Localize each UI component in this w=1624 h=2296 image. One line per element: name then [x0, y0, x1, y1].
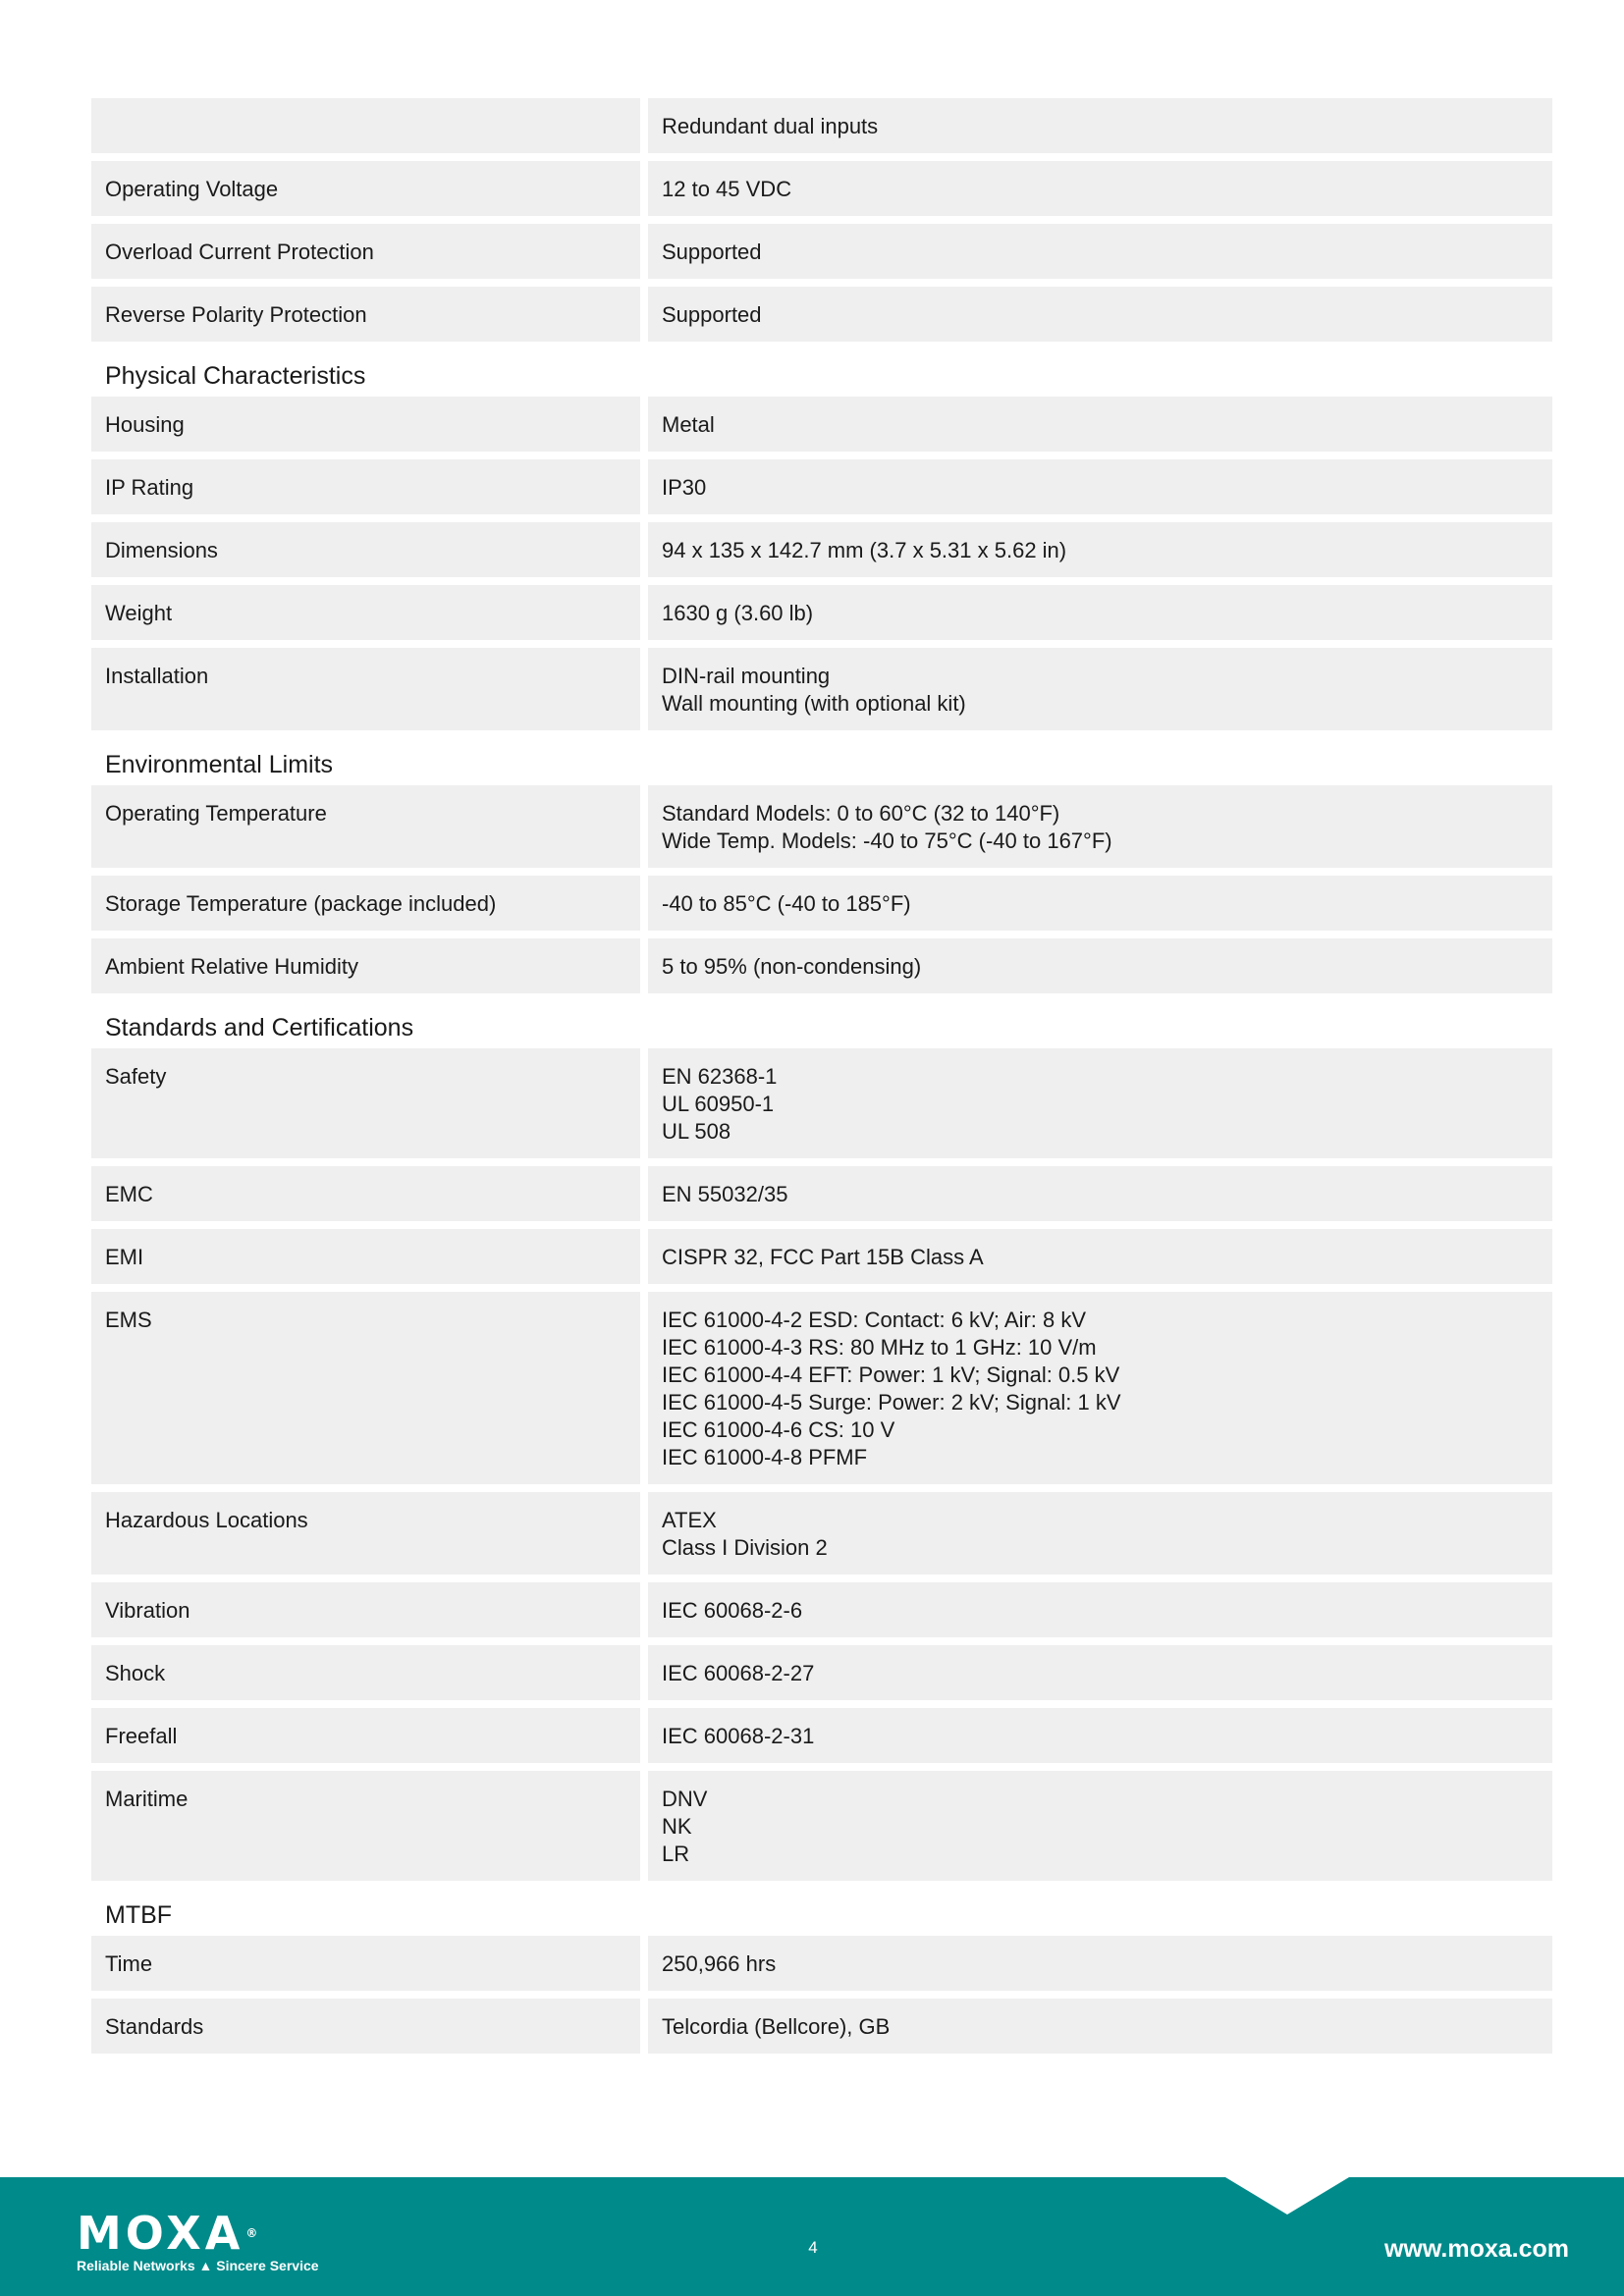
- spec-tables: [91, 98, 1552, 2061]
- spec-value-line: Telcordia (Bellcore), GB: [662, 2014, 891, 2039]
- spec-value-line: NK: [662, 1814, 692, 1839]
- spec-label: Maritime: [91, 1771, 640, 1881]
- spec-value-line: LR: [662, 1842, 690, 1866]
- spec-label: EMS: [91, 1292, 640, 1484]
- spec-row: [91, 98, 1552, 153]
- spec-row: [91, 648, 1552, 730]
- spec-value-line: IEC 61000-4-8 PFMF: [662, 1445, 868, 1469]
- spec-value: [648, 459, 1552, 514]
- spec-value-line: UL 508: [662, 1119, 731, 1144]
- spec-value-line: IEC 61000-4-4 EFT: Power: 1 kV; Signal: 0.5 kV: [662, 1362, 1120, 1387]
- spec-value-line: EN 62368-1: [662, 1064, 778, 1089]
- spec-value: [648, 1999, 1552, 2054]
- spec-value: [648, 1936, 1552, 1991]
- spec-label: EMI: [91, 1229, 640, 1284]
- spec-value: [648, 1771, 1552, 1881]
- spec-row: [91, 876, 1552, 931]
- spec-value: [648, 648, 1552, 730]
- spec-row: [91, 1936, 1552, 1991]
- section-title-standards: Standards and Certifications: [105, 1014, 414, 1041]
- spec-value-line: 12 to 45 VDC: [662, 177, 792, 201]
- spec-value: [648, 1708, 1552, 1763]
- spec-value: [648, 1582, 1552, 1637]
- spec-value: [648, 397, 1552, 452]
- spec-label: Hazardous Locations: [91, 1492, 640, 1575]
- spec-label: Installation: [91, 648, 640, 730]
- mtbf-rows: [91, 1936, 1552, 2054]
- spec-label: Operating Temperature: [91, 785, 640, 868]
- logo-wordmark: [77, 2207, 319, 2260]
- spec-row: [91, 1492, 1552, 1575]
- spec-value: [648, 161, 1552, 216]
- spec-value: [648, 1492, 1552, 1575]
- spec-value-line: Class I Division 2: [662, 1535, 828, 1560]
- spec-value: [648, 287, 1552, 342]
- spec-row: [91, 1708, 1552, 1763]
- spec-value: [648, 1229, 1552, 1284]
- spec-value-line: Metal: [662, 412, 715, 437]
- spec-value: [648, 1048, 1552, 1158]
- spec-value-line: IP30: [662, 475, 707, 500]
- spec-value-line: DIN-rail mounting: [662, 664, 831, 688]
- page-number: 4: [808, 2238, 818, 2257]
- spec-row: [91, 1645, 1552, 1700]
- spec-value-line: IEC 60068-2-6: [662, 1598, 803, 1623]
- spec-value-line: IEC 61000-4-5 Surge: Power: 2 kV; Signal: 1 kV: [662, 1390, 1121, 1415]
- spec-row: [91, 459, 1552, 514]
- spec-value-line: IEC 60068-2-27: [662, 1661, 815, 1685]
- spec-label: Reverse Polarity Protection: [91, 287, 640, 342]
- spec-value-line: IEC 60068-2-31: [662, 1724, 815, 1748]
- spec-value-line: 1630 g (3.60 lb): [662, 601, 814, 625]
- spec-value-line: DNV: [662, 1787, 708, 1811]
- spec-label: Housing: [91, 397, 640, 452]
- spec-value-line: IEC 61000-4-2 ESD: Contact: 6 kV; Air: 8 kV: [662, 1308, 1087, 1332]
- spec-value-line: Supported: [662, 302, 762, 327]
- spec-row: [91, 287, 1552, 342]
- spec-row: [91, 585, 1552, 640]
- spec-row: [91, 397, 1552, 452]
- physical-rows: [91, 397, 1552, 730]
- moxa-logo[interactable]: [77, 2207, 319, 2273]
- spec-row: [91, 224, 1552, 279]
- spec-value-line: ATEX: [662, 1508, 717, 1532]
- physical-section: [91, 349, 1552, 730]
- spec-label: [91, 98, 640, 153]
- spec-value-line: Standard Models: 0 to 60°C (32 to 140°F): [662, 801, 1060, 826]
- environmental-section: [91, 738, 1552, 993]
- spec-value-line: 5 to 95% (non-condensing): [662, 954, 922, 979]
- website-link[interactable]: www.moxa.com: [1383, 2235, 1569, 2263]
- spec-label: Ambient Relative Humidity: [91, 938, 640, 993]
- logo-text: MOXA: [77, 2207, 244, 2260]
- registered-mark: ®: [245, 2226, 262, 2240]
- spec-value-line: CISPR 32, FCC Part 15B Class A: [662, 1245, 984, 1269]
- spec-label: Storage Temperature (package included): [91, 876, 640, 931]
- spec-row: [91, 1771, 1552, 1881]
- spec-label: EMC: [91, 1166, 640, 1221]
- logo-tagline: Reliable Networks ▲ Sincere Service: [77, 2258, 319, 2273]
- spec-label: Shock: [91, 1645, 640, 1700]
- spec-value-line: EN 55032/35: [662, 1182, 788, 1206]
- spec-label: Safety: [91, 1048, 640, 1158]
- spec-value: [648, 1645, 1552, 1700]
- spec-value-line: 94 x 135 x 142.7 mm (3.7 x 5.31 x 5.62 in): [662, 538, 1067, 562]
- spec-label: Freefall: [91, 1708, 640, 1763]
- spec-value-line: Supported: [662, 240, 762, 264]
- standards-section: [91, 1001, 1552, 1881]
- spec-value-line: 250,966 hrs: [662, 1951, 777, 1976]
- spec-label: Weight: [91, 585, 640, 640]
- spec-row: [91, 161, 1552, 216]
- spec-row: [91, 1166, 1552, 1221]
- spec-value: [648, 785, 1552, 868]
- spec-value: [648, 224, 1552, 279]
- environmental-rows: [91, 785, 1552, 993]
- power-section: [91, 98, 1552, 342]
- spec-value-line: Wide Temp. Models: -40 to 75°C (-40 to 167°F): [662, 828, 1112, 853]
- spec-value-line: IEC 61000-4-6 CS: 10 V: [662, 1417, 895, 1442]
- spec-row: [91, 1229, 1552, 1284]
- spec-value: [648, 98, 1552, 153]
- spec-row: [91, 1048, 1552, 1158]
- spec-row: [91, 785, 1552, 868]
- spec-value: [648, 876, 1552, 931]
- spec-label: IP Rating: [91, 459, 640, 514]
- spec-value: [648, 522, 1552, 577]
- standards-rows: [91, 1048, 1552, 1881]
- spec-value: [648, 938, 1552, 993]
- spec-row: [91, 938, 1552, 993]
- spec-value: [648, 1166, 1552, 1221]
- spec-row: [91, 1292, 1552, 1484]
- spec-label: Standards: [91, 1999, 640, 2054]
- spec-row: [91, 522, 1552, 577]
- mtbf-section: [91, 1889, 1552, 2054]
- spec-value: [648, 1292, 1552, 1484]
- section-title-physical: Physical Characteristics: [105, 362, 366, 390]
- spec-value-line: IEC 61000-4-3 RS: 80 MHz to 1 GHz: 10 V/m: [662, 1335, 1097, 1360]
- spec-label: Dimensions: [91, 522, 640, 577]
- section-title-mtbf: MTBF: [105, 1901, 173, 1929]
- spec-label: Vibration: [91, 1582, 640, 1637]
- spec-value-line: -40 to 85°C (-40 to 185°F): [662, 891, 911, 916]
- spec-label: Overload Current Protection: [91, 224, 640, 279]
- spec-value-line: UL 60950-1: [662, 1092, 775, 1116]
- spec-label: Time: [91, 1936, 640, 1991]
- spec-value-line: Wall mounting (with optional kit): [662, 691, 966, 716]
- spec-row: [91, 1999, 1552, 2054]
- spec-row: [91, 1582, 1552, 1637]
- spec-label: Operating Voltage: [91, 161, 640, 216]
- spec-value: [648, 585, 1552, 640]
- spec-value-line: Redundant dual inputs: [662, 114, 879, 138]
- section-title-environmental: Environmental Limits: [105, 751, 334, 778]
